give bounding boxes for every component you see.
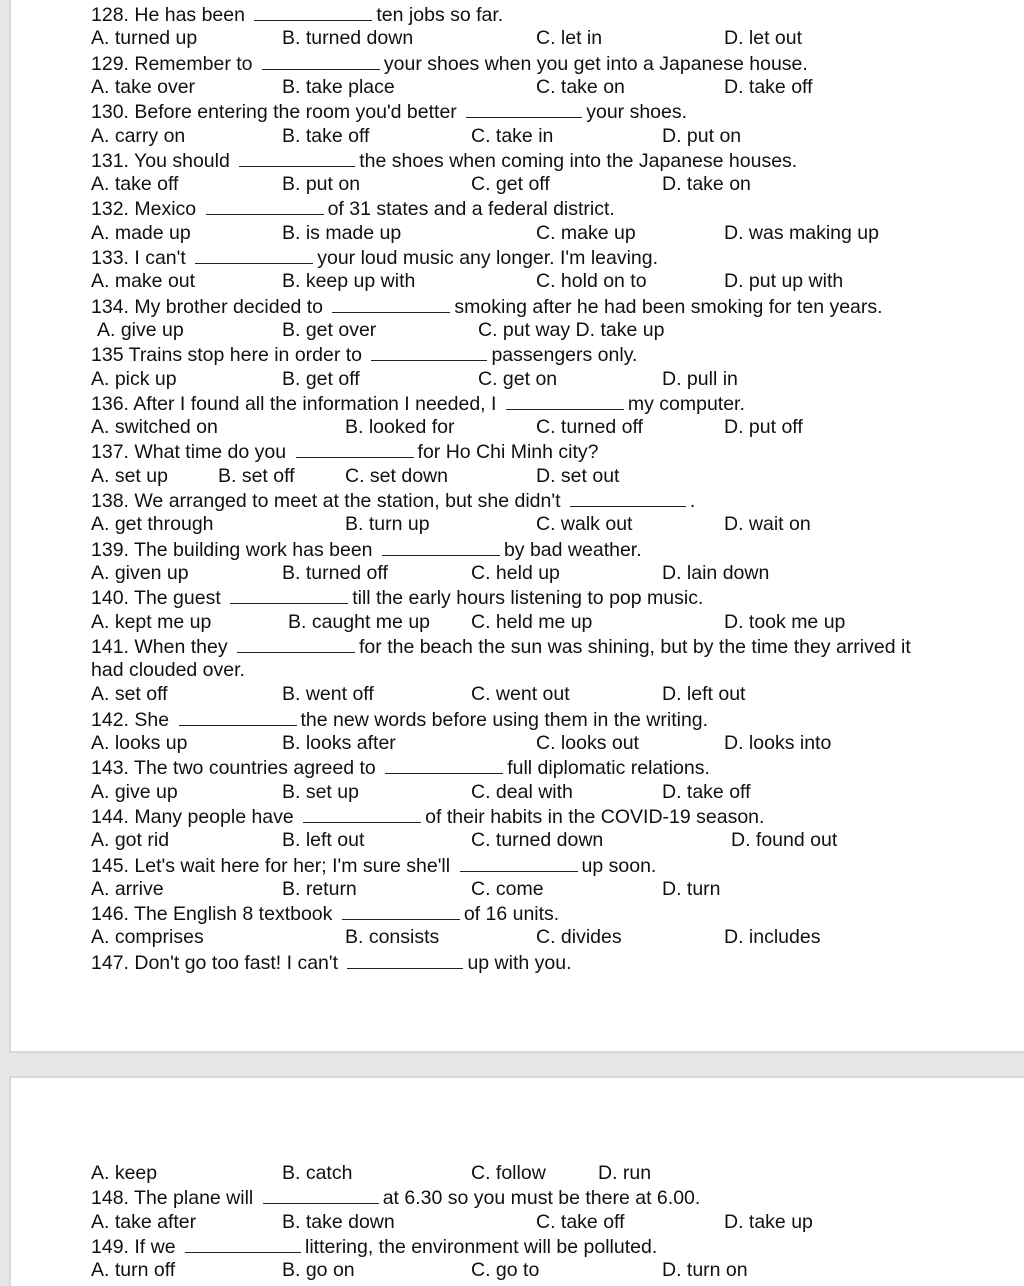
question-text-after-blank: my computer. [627, 392, 745, 415]
answer-blank[interactable] [263, 1185, 379, 1204]
answer-option[interactable]: A. set up [91, 464, 168, 487]
answer-blank[interactable] [382, 537, 500, 556]
question-text-before-blank: You should [134, 149, 230, 172]
question-stem [91, 439, 599, 463]
question-text-before-blank: I can't [134, 247, 186, 269]
question-stem [91, 2, 503, 26]
answer-blank[interactable] [347, 950, 463, 969]
question-text-after-blank: till the early hours listening to pop music. [352, 587, 704, 610]
answer-option[interactable]: C. let in [536, 27, 603, 50]
question-text-after-blank: your shoes. [586, 101, 688, 124]
answer-option[interactable]: C. deal with [471, 780, 573, 803]
question-stem [91, 901, 559, 925]
answer-option[interactable]: D. found out [731, 829, 838, 852]
answer-option[interactable]: B. keep up with [282, 270, 416, 293]
answer-option[interactable]: B. looks after [282, 732, 396, 754]
answer-blank[interactable] [230, 585, 348, 604]
question-text-before-blank: Remember to [134, 52, 253, 75]
question-text-after-blank: of 31 states and a federal district. [327, 198, 615, 221]
question-stem [91, 294, 883, 318]
question-text-after-blank: of their habits in the COVID-19 season. [425, 805, 765, 828]
answer-blank[interactable] [296, 439, 414, 458]
question-stem [91, 51, 808, 75]
answer-blank[interactable] [332, 294, 450, 313]
answer-option[interactable]: B. looked for [345, 416, 455, 439]
answer-option[interactable]: B. catch [282, 1162, 353, 1184]
question-text-before-blank: The plane will [134, 1187, 254, 1210]
question-stem [91, 853, 656, 877]
answer-option[interactable]: C. turned off [536, 416, 643, 439]
answer-option[interactable]: C. take off [536, 1210, 625, 1233]
question-number: 131. [91, 149, 129, 172]
question-text-after-blank: up with you. [467, 951, 572, 974]
question-text-after-blank: . [689, 490, 696, 512]
answer-blank[interactable] [385, 755, 503, 774]
answer-option[interactable]: D. take off [662, 780, 751, 803]
answer-option[interactable]: D. put off [724, 416, 803, 439]
answer-option[interactable]: D. wait on [724, 513, 811, 536]
answer-option[interactable]: D. let out [724, 27, 803, 50]
answer-option[interactable]: B. left out [282, 829, 365, 852]
answer-option[interactable]: D. pull in [662, 367, 738, 390]
answer-option[interactable]: A. turned up [91, 27, 198, 50]
question-stem [91, 634, 911, 658]
question-number: 133. [91, 247, 129, 269]
answer-option[interactable]: B. return [282, 877, 357, 900]
answer-option[interactable]: A. turn off [91, 1259, 176, 1282]
question-number: 137. [91, 441, 129, 464]
question-text-after-blank: up soon. [581, 854, 657, 877]
answer-blank[interactable] [466, 99, 582, 118]
answer-option[interactable]: D. turn on [662, 1259, 748, 1282]
answer-option[interactable]: B. turned off [282, 561, 388, 584]
answer-option[interactable]: A. got rid [91, 829, 170, 852]
answer-blank[interactable] [506, 391, 624, 410]
answer-option[interactable]: B. take off [282, 124, 370, 147]
answer-option[interactable]: D. took me up [724, 610, 846, 633]
answer-option[interactable]: D. lain down [662, 561, 770, 584]
answer-option[interactable]: D. run [598, 1162, 652, 1184]
question-number: 141. [91, 635, 129, 658]
question-stem [91, 196, 615, 220]
question-stem [91, 148, 797, 172]
question-number: 143. [91, 757, 129, 780]
answer-option[interactable]: C. looks out [536, 732, 639, 754]
question-text-before-blank: My brother decided to [134, 295, 323, 318]
answer-option[interactable]: A. carry on [91, 124, 186, 147]
answer-option[interactable]: D. take on [662, 173, 751, 196]
answer-option[interactable]: A. get through [91, 513, 214, 536]
answer-option[interactable]: A. set off [91, 683, 168, 706]
answer-blank[interactable] [342, 901, 460, 920]
answer-option[interactable]: B. is made up [282, 221, 402, 244]
question-number: 128. [91, 4, 129, 26]
question-text-before-blank: The English 8 textbook [134, 903, 333, 926]
question-text-before-blank: The building work has been [134, 538, 373, 561]
question-number: 130. [91, 101, 129, 124]
question-number: 148. [91, 1187, 129, 1210]
answer-option[interactable]: C. follow [471, 1162, 546, 1184]
answer-blank[interactable] [239, 148, 355, 167]
question-text-after-blank: littering, the environment will be polluted. [304, 1235, 658, 1258]
question-number: 146. [91, 903, 129, 926]
answer-option[interactable]: C. get off [471, 173, 550, 196]
answer-blank[interactable] [254, 2, 372, 21]
answer-option[interactable]: B. turned down [282, 27, 414, 50]
question-text-before-blank: Trains stop here in order to [128, 344, 363, 367]
question-text-before-blank: The two countries agreed to [134, 757, 376, 780]
question-stem [91, 1234, 657, 1258]
answer-option[interactable]: C. go to [471, 1259, 540, 1282]
question-text-before-blank: After I found all the information I needed, I [133, 392, 497, 415]
answer-option[interactable]: A. keep [91, 1162, 158, 1184]
question-number: 142. [91, 708, 129, 731]
answer-option[interactable]: A. made up [91, 221, 191, 244]
answer-blank[interactable] [303, 804, 421, 823]
answer-blank[interactable] [570, 488, 686, 507]
answer-option[interactable]: A. take off [91, 173, 179, 196]
question-text-after-blank: for the beach the sun was shining, but by the time they arrived it [359, 635, 911, 658]
answer-option[interactable]: B. went off [282, 683, 374, 706]
question-text-before-blank: If we [134, 1235, 176, 1258]
question-stem [91, 804, 764, 828]
answer-option[interactable]: C. come [471, 877, 544, 900]
answer-blank[interactable] [371, 342, 487, 361]
answer-blank[interactable] [206, 196, 324, 215]
answer-option[interactable]: B. turn up [345, 513, 430, 536]
answer-option[interactable]: A. take after [91, 1210, 197, 1233]
question-number: 134. [91, 295, 129, 318]
answer-option[interactable]: B. set up [282, 780, 359, 803]
answer-option[interactable]: B. set off [218, 464, 295, 487]
question-stem [91, 245, 658, 269]
answer-option[interactable]: A. make out [91, 270, 196, 293]
answer-blank[interactable] [237, 634, 355, 653]
question-stem [91, 755, 710, 779]
answer-blank[interactable] [460, 853, 578, 872]
answer-option[interactable]: C. held me up [471, 610, 593, 633]
question-stem [91, 537, 642, 561]
answer-option[interactable]: C. held up [471, 561, 560, 584]
question-number: 138. [91, 490, 129, 512]
question-text-after-blank: at 6.30 so you must be there at 6.00. [382, 1187, 701, 1210]
answer-option[interactable]: B. go on [282, 1259, 355, 1282]
answer-option[interactable]: C. set down [345, 464, 448, 487]
question-stem [91, 950, 572, 974]
answer-option[interactable]: D. was making up [724, 221, 879, 244]
question-text-before-blank: Mexico [134, 198, 197, 221]
question-stem [91, 1185, 700, 1209]
question-number: 145. [91, 854, 129, 877]
question-number: 136. [91, 392, 129, 415]
answer-option[interactable]: C. make up [536, 221, 636, 244]
answer-option[interactable]: C. walk out [536, 513, 633, 536]
question-text-before-blank: He has been [134, 4, 245, 26]
question-number: 147. [91, 951, 129, 974]
answer-option[interactable]: C. take on [536, 75, 625, 98]
answer-blank[interactable] [262, 51, 380, 70]
question-text-before-blank: When they [134, 635, 228, 658]
answer-option[interactable]: A. give up [97, 318, 184, 341]
answer-option[interactable]: B. take place [282, 75, 395, 98]
question-number: 129. [91, 52, 129, 75]
answer-blank[interactable] [195, 245, 313, 264]
answer-option[interactable]: D. turn [662, 877, 721, 900]
question-text-after-blank: full diplomatic relations. [507, 757, 710, 780]
question-number: 140. [91, 587, 129, 610]
question-number: 144. [91, 805, 129, 828]
answer-option[interactable]: C. divides [536, 926, 622, 949]
answer-option[interactable]: A. pick up [91, 367, 177, 390]
answer-option[interactable]: A. given up [91, 561, 189, 584]
question-text-before-blank: She [134, 708, 170, 731]
question-continuation: had clouded over. [91, 659, 245, 682]
answer-option[interactable]: D. put up with [724, 270, 844, 293]
answer-option[interactable]: A. kept me up [91, 610, 212, 633]
answer-option[interactable]: B. take down [282, 1210, 395, 1233]
answer-option[interactable]: B. get off [282, 367, 360, 390]
question-text-after-blank: the shoes when coming into the Japanese houses. [359, 149, 798, 172]
answer-option[interactable]: D. looks into [724, 732, 832, 754]
answer-blank[interactable] [179, 707, 297, 726]
answer-option[interactable]: C. hold on to [536, 270, 647, 293]
question-stem [91, 585, 703, 609]
answer-option[interactable]: D. take off [724, 75, 813, 98]
question-text-before-blank: What time do you [134, 441, 287, 464]
question-text-after-blank: passengers only. [491, 344, 638, 367]
answer-option[interactable]: B. put on [282, 173, 361, 196]
answer-option[interactable]: C. get on [478, 367, 558, 390]
answer-option[interactable]: D. left out [662, 683, 746, 706]
answer-option[interactable]: C. turned down [471, 829, 604, 852]
answer-option[interactable]: A. take over [91, 75, 196, 98]
question-text-before-blank: The guest [134, 587, 221, 610]
answer-option[interactable]: D. includes [724, 926, 821, 949]
question-number: 132. [91, 198, 129, 221]
question-stem [91, 488, 695, 512]
answer-option[interactable]: B. get over [282, 318, 377, 341]
question-text-before-blank: Before entering the room you'd better [134, 101, 457, 124]
answer-option[interactable]: A. comprises [91, 926, 204, 949]
answer-option[interactable]: D. set out [536, 464, 620, 487]
question-text-after-blank: the new words before using them in the writing. [300, 708, 709, 731]
question-stem [91, 391, 745, 415]
question-text-before-blank: Don't go too fast! I can't [134, 951, 339, 974]
question-text-after-blank: for Ho Chi Minh city? [417, 441, 599, 464]
answer-option[interactable]: B. consists [345, 926, 440, 949]
question-text-after-blank: of 16 units. [463, 903, 560, 926]
answer-option[interactable]: A. switched on [91, 416, 218, 439]
question-number: 135 [91, 344, 124, 367]
question-text-before-blank: We arranged to meet at the station, but she didn't [134, 490, 561, 512]
answer-option[interactable]: C. went out [471, 683, 570, 706]
answer-option[interactable]: A. give up [91, 780, 178, 803]
answer-blank[interactable] [185, 1234, 301, 1253]
answer-option[interactable]: B. caught me up [288, 610, 431, 633]
answer-option[interactable]: A. arrive [91, 877, 164, 900]
question-text-after-blank: ten jobs so far. [376, 4, 504, 26]
question-stem [91, 99, 687, 123]
question-text-after-blank: your shoes when you get into a Japanese house. [383, 52, 808, 75]
answer-option[interactable]: C. take in [471, 124, 554, 147]
question-text-before-blank: Many people have [134, 805, 294, 828]
answer-option[interactable]: C. put way D. take up [478, 318, 665, 341]
question-text-after-blank: your loud music any longer. I'm leaving. [317, 247, 659, 269]
answer-option[interactable]: D. take up [724, 1210, 813, 1233]
answer-option[interactable]: A. looks up [91, 732, 188, 754]
question-stem [91, 342, 637, 366]
question-number: 149. [91, 1235, 129, 1258]
question-stem [91, 707, 708, 731]
question-text-after-blank: smoking after he had been smoking for ten years. [454, 295, 883, 318]
question-text-before-blank: Let's wait here for her; I'm sure she'll [134, 854, 451, 877]
question-text-after-blank: by bad weather. [503, 538, 642, 561]
answer-option[interactable]: D. put on [662, 124, 742, 147]
question-number: 139. [91, 538, 129, 561]
